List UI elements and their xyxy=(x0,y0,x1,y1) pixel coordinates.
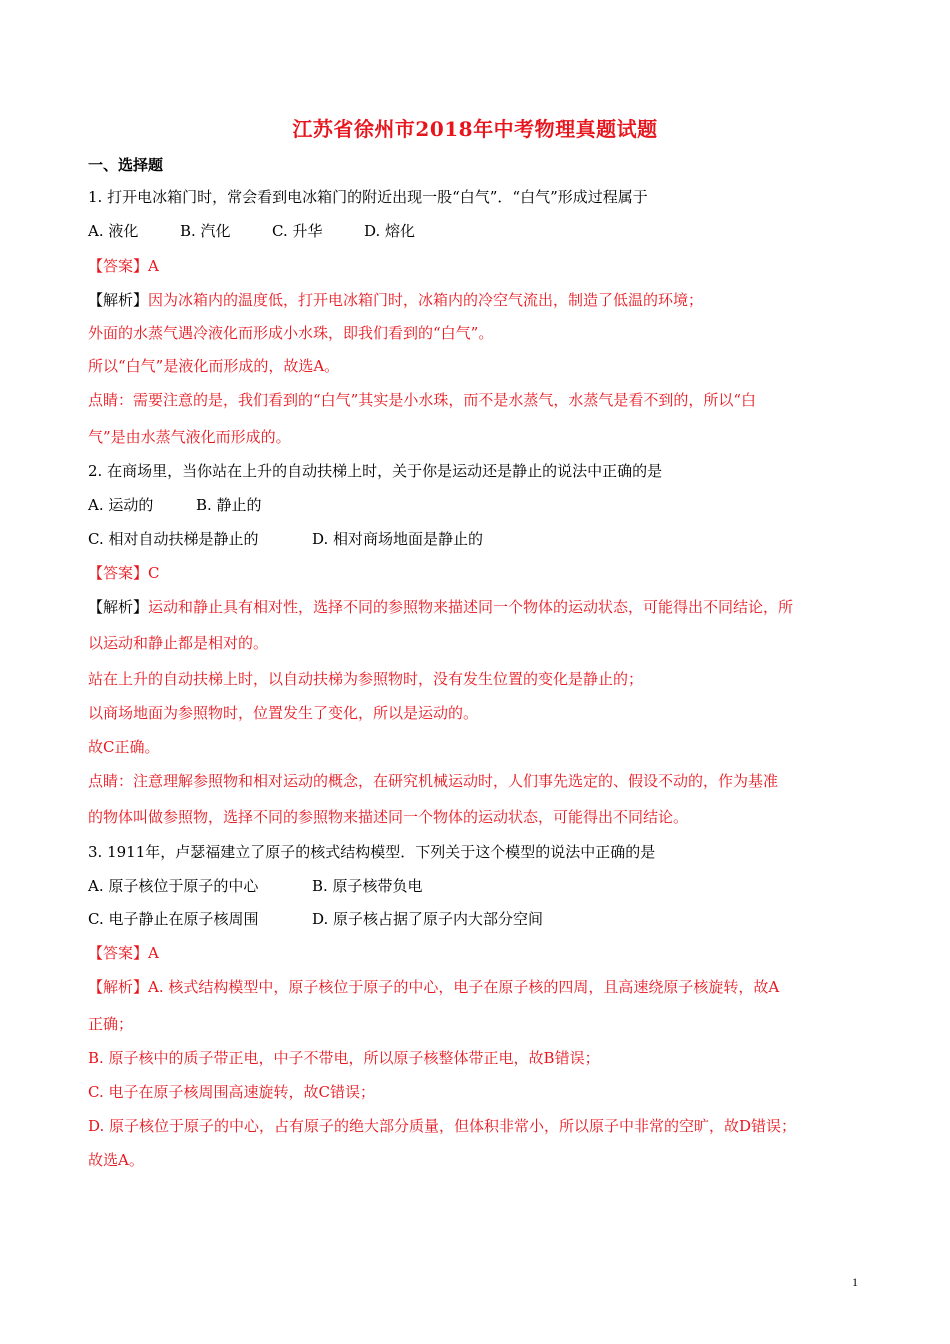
option-b: B. 原子核带负电 xyxy=(312,877,423,895)
section-heading: 一、选择题 xyxy=(88,156,164,174)
option-a: A. 原子核位于原子的中心 xyxy=(88,877,259,895)
question-1-answer: 【答案】A xyxy=(88,257,159,275)
question-3-answer: 【答案】A xyxy=(88,944,159,962)
question-1-analysis-line: 外面的水蒸气遇冷液化而形成小水珠，即我们看到的“白气”。 xyxy=(88,324,494,342)
question-1-options xyxy=(88,221,456,241)
question-1-analysis-line: 所以“白气”是液化而形成的，故选A。 xyxy=(88,357,340,375)
question-3-analysis-line: C. 电子在原子核周围高速旋转，故C错误； xyxy=(88,1083,375,1101)
question-2-stem: 2. 在商场里，当你站在上升的自动扶梯上时，关于你是运动还是静止的说法中正确的是 xyxy=(88,462,663,480)
analysis-label: 【解析】 xyxy=(88,978,149,996)
option-a: A. 液化 xyxy=(88,222,139,240)
analysis-text: 运动和静止具有相对性，选择不同的参照物来描述同一个物体的运动状态，可能得出不同结论，所 xyxy=(148,598,794,616)
option-b: B. 汽化 xyxy=(180,222,231,240)
question-1-note-line: 点睛：需要注意的是，我们看到的“白气”其实是小水珠，而不是水蒸气，水蒸气是看不到的，所以“白 xyxy=(88,391,757,409)
question-2-answer: 【答案】C xyxy=(88,564,160,582)
analysis-text: 因为冰箱内的温度低，打开电冰箱门时，冰箱内的冷空气流出，制造了低温的环境； xyxy=(148,291,704,309)
analysis-label: 【解析】 xyxy=(88,598,149,616)
question-2-note-line: 点睛：注意理解参照物和相对运动的概念，在研究机械运动时，人们事先选定的、假设不动的，作为基准 xyxy=(88,772,779,790)
question-1-analysis-line xyxy=(88,290,703,310)
option-c: C. 升华 xyxy=(272,222,323,240)
question-3-options-row-1 xyxy=(88,876,423,896)
question-3-analysis-line: 故选A。 xyxy=(88,1151,144,1169)
analysis-text: A. 核式结构模型中，原子核位于原子的中心，电子在原子核的四周，且高速绕原子核旋转，故A xyxy=(148,978,780,996)
question-2-analysis-line: 以商场地面为参照物时，位置发生了变化，所以是运动的。 xyxy=(88,704,479,722)
question-3-analysis-line xyxy=(88,977,779,997)
option-c: C. 相对自动扶梯是静止的 xyxy=(88,530,259,548)
page-number: 1 xyxy=(852,1275,858,1289)
option-d: D. 原子核占据了原子内大部分空间 xyxy=(312,910,544,928)
question-2-analysis-line: 以运动和静止都是相对的。 xyxy=(88,634,269,652)
question-1-stem: 1. 打开电冰箱门时，常会看到电冰箱门的附近出现一股“白气”．“白气”形成过程属于 xyxy=(88,188,648,206)
question-3-analysis-line: B. 原子核中的质子带正电，中子不带电，所以原子核整体带正电，故B错误； xyxy=(88,1049,600,1067)
question-2-analysis-line: 站在上升的自动扶梯上时，以自动扶梯为参照物时，没有发生位置的变化是静止的； xyxy=(88,670,644,688)
question-2-options-row-2 xyxy=(88,529,483,549)
question-3-stem: 3. 1911年，卢瑟福建立了原子的核式结构模型．下列关于这个模型的说法中正确的是 xyxy=(88,843,656,861)
option-d: D. 相对商场地面是静止的 xyxy=(312,530,484,548)
analysis-label: 【解析】 xyxy=(88,291,149,309)
question-2-options-row-1 xyxy=(88,495,262,515)
question-2-note-line: 的物体叫做参照物，选择不同的参照物来描述同一个物体的运动状态，可能得出不同结论。 xyxy=(88,808,689,826)
option-a: A. 运动的 xyxy=(88,496,154,514)
question-3-analysis-line: D. 原子核位于原子的中心，占有原子的绝大部分质量，但体积非常小，所以原子中非常的空旷，故D错误； xyxy=(88,1117,797,1135)
option-c: C. 电子静止在原子核周围 xyxy=(88,910,259,928)
option-d: D. 熔化 xyxy=(364,222,416,240)
document-title: 江苏省徐州市2018年中考物理真题试题 xyxy=(292,117,658,141)
question-3-analysis-line: 正确； xyxy=(88,1015,134,1033)
question-3-options-row-2 xyxy=(88,909,543,929)
question-2-analysis-line: 故C正确。 xyxy=(88,738,160,756)
question-2-analysis-line xyxy=(88,597,793,617)
question-1-note-line: 气”是由水蒸气液化而形成的。 xyxy=(88,428,291,446)
option-b: B. 静止的 xyxy=(196,496,262,514)
